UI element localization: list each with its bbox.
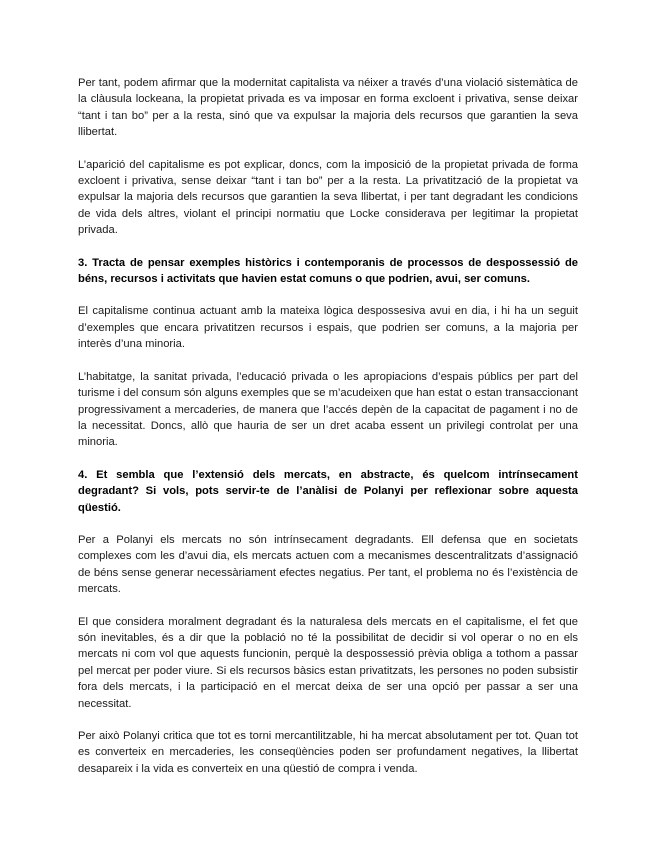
- question-4-heading: 4. Et sembla que l’extensió dels mercats, en abstracte, és quelcom intrínsecament degradant? Si vols, pots servir-te de l’anàlisi de Polanyi per reflexionar sobre aquesta qüestió.: [78, 468, 578, 514]
- paragraph-moralment-degradant: El que considera moralment degradant és la naturalesa dels mercats en el capitalisme, el fet que són inevitables, és a dir que la població no té la possibilitat de decidir si vol operar o no en els mercats ni com vol que aquests funcionin, perquè la despossessió prèvia obliga a tothom a passar pel mercat per poder viure. Si els recursos bàsics estan privatitzats, les persones no poden subsistir fora dels mercats, i la participació en el mercat deixa de ser una opció per passar a ser una necessitat.: [78, 615, 578, 710]
- paragraph-polanyi-mercats: Per a Polanyi els mercats no són intrínsecament degradants. Ell defensa que en societats complexes com les d’avui dia, els mercats actuen com a mecanismes descentralitzats d’assignació de béns sense generar necessàriament efectes negatius. Per tant, el problema no és l’existència de mercats.: [78, 533, 578, 596]
- question-3-heading: 3. Tracta de pensar exemples històrics i contemporanis de processos de despossessió de béns, recursos i activitats que havien estat comuns o que podrien, avui, ser comuns.: [78, 256, 578, 286]
- paragraph-aparicio-capitalisme: L’aparició del capitalisme es pot explicar, doncs, com la imposició de la propietat privada de forma excloent i privativa, sense deixar “tant i tan bo” per a la resta. La privatització de la propietat va expulsar la majoria dels recursos que garantien la seva llibertat, i per tant degradant les condicions de vida dels altres, violant el principi normatiu que Locke considerava per legitimar la propietat privada.: [78, 158, 578, 237]
- document-page: [78, 75, 578, 793]
- paragraph-logica-despossesiva: El capitalisme continua actuant amb la mateixa lògica despossesiva avui en dia, i hi ha un seguit d’exemples que encara privatitzen recursos i espais, que podrien ser comuns, a la majoria per interès d’una minoria.: [78, 305, 578, 351]
- paragraph-mercantilitzable: Per això Polanyi critica que tot es torni mercantilitzable, hi ha mercat absolutament per tot. Quan tot es converteix en mercaderies, les conseqüències poden ser profundament negatives, la llibertat desapareix i la vida es converteix en una qüestió de compra i venda.: [78, 730, 578, 775]
- paragraph-habitatge-exemples: L’habitatge, la sanitat privada, l’educació privada o les apropiacions d’espais públics per part del turisme i del consum són alguns exemples que se m’acudeixen que han estat o estan transaccionant progressivament a mercaderies, de manera que l’accés depèn de la capacitat de pagament i no de la necessitat. Doncs, allò que hauria de ser un dret acaba essent un privilegi controlat per una minoria.: [78, 370, 579, 449]
- paragraph-modernitat-capitalista: Per tant, podem afirmar que la modernitat capitalista va néixer a través d’una violació sistemàtica de la clàusula lockeana, la propietat privada es va imposar en forma excloent i privativa, sense deixar “tant i tan bo” per a la resta, sinó que va expulsar la majoria dels recursos que garantien la seva llibertat.: [78, 77, 578, 139]
